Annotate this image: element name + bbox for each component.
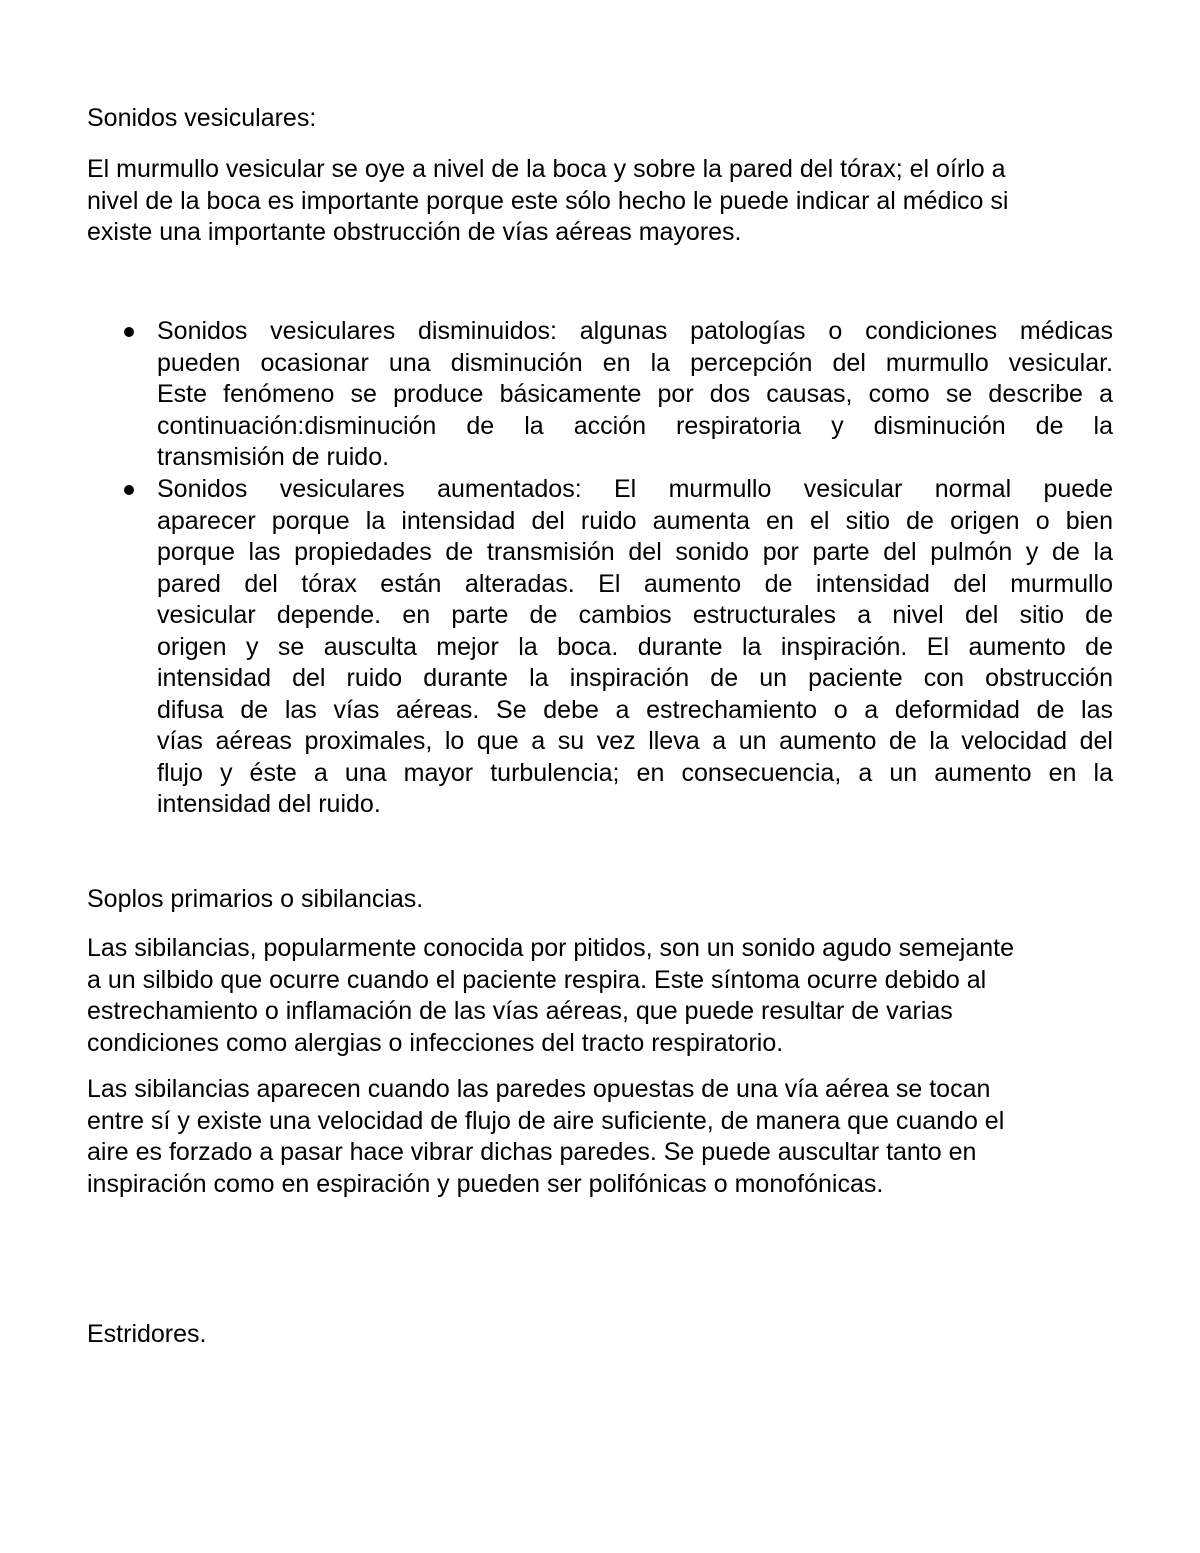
text-line: El murmullo vesicular se oye a nivel de la boca y sobre la pared del tórax; el oírlo a bbox=[87, 155, 1006, 183]
text-line: origen y se ausculta mejor la boca. durante la inspiración. El aumento de bbox=[157, 632, 1113, 661]
text-line: existe una importante obstrucción de vías aéreas mayores. bbox=[87, 218, 742, 246]
heading-estridores: Estridores. bbox=[87, 1320, 207, 1348]
paragraph-sibilancias-mecanismo bbox=[87, 1074, 1117, 1200]
text-line: porque las propiedades de transmisión del sonido por parte del pulmón y de la bbox=[157, 538, 1113, 566]
text-line: intensidad del ruido. bbox=[157, 790, 381, 818]
bullet-icon bbox=[124, 327, 134, 337]
paragraph-sibilancias-definicion bbox=[87, 933, 1117, 1059]
text-line: Las sibilancias aparecen cuando las paredes opuestas de una vía aérea se tocan bbox=[87, 1075, 991, 1103]
text-line: difusa de las vías aéreas. Se debe a estrechamiento o a deformidad de las bbox=[157, 695, 1113, 724]
text-line: entre sí y existe una velocidad de flujo de aire suficiente, de manera que cuando el bbox=[87, 1106, 1005, 1135]
text-line: condiciones como alergias o infecciones del tracto respiratorio. bbox=[87, 1028, 784, 1057]
text-line: vías aéreas proximales, lo que a su vez lleva a un aumento de la velocidad del bbox=[157, 727, 1113, 755]
text-line: flujo y éste a una mayor turbulencia; en consecuencia, a un aumento en la bbox=[157, 758, 1113, 787]
text-line: estrechamiento o inflamación de las vías aéreas, que puede resultar de varias bbox=[87, 997, 953, 1025]
text-line: Sonidos vesiculares disminuidos: algunas patologías o condiciones médicas bbox=[157, 317, 1113, 345]
text-line: vesicular depende. en parte de cambios estructurales a nivel del sitio de bbox=[157, 601, 1113, 629]
text-line: aparecer porque la intensidad del ruido aumenta en el sitio de origen o bien bbox=[157, 506, 1113, 535]
text-line: pueden ocasionar una disminución en la percepción del murmullo vesicular. bbox=[157, 348, 1113, 377]
text-line: pared del tórax están alteradas. El aumento de intensidad del murmullo bbox=[157, 569, 1113, 598]
text-line: intensidad del ruido durante la inspiración de un paciente con obstrucción bbox=[157, 664, 1113, 692]
heading-sonidos-vesiculares: Sonidos vesiculares: bbox=[87, 104, 317, 132]
text-line: Este fenómeno se produce básicamente por dos causas, como se describe a bbox=[157, 380, 1113, 408]
list-item-aumentados bbox=[157, 474, 1113, 821]
list-item-disminuidos bbox=[157, 316, 1113, 474]
paragraph-murmullo-vesicular bbox=[87, 154, 1117, 249]
text-line: nivel de la boca es importante porque este sólo hecho le puede indicar al médico si bbox=[87, 186, 1009, 215]
text-line: a un silbido que ocurre cuando el paciente respira. Este síntoma ocurre debido al bbox=[87, 965, 987, 994]
text-line: Sonidos vesiculares aumentados: El murmullo vesicular normal puede bbox=[157, 475, 1113, 503]
text-line: continuación:disminución de la acción respiratoria y disminución de la bbox=[157, 411, 1113, 440]
text-line: inspiración como en espiración y pueden ser polifónicas o monofónicas. bbox=[87, 1169, 884, 1198]
text-line: Las sibilancias, popularmente conocida por pitidos, son un sonido agudo semejante bbox=[87, 934, 1014, 962]
bullet-icon bbox=[124, 485, 134, 495]
text-line: transmisión de ruido. bbox=[157, 443, 390, 471]
heading-soplos-primarios: Soplos primarios o sibilancias. bbox=[87, 885, 424, 913]
text-line: aire es forzado a pasar hace vibrar dichas paredes. Se puede auscultar tanto en bbox=[87, 1138, 977, 1166]
